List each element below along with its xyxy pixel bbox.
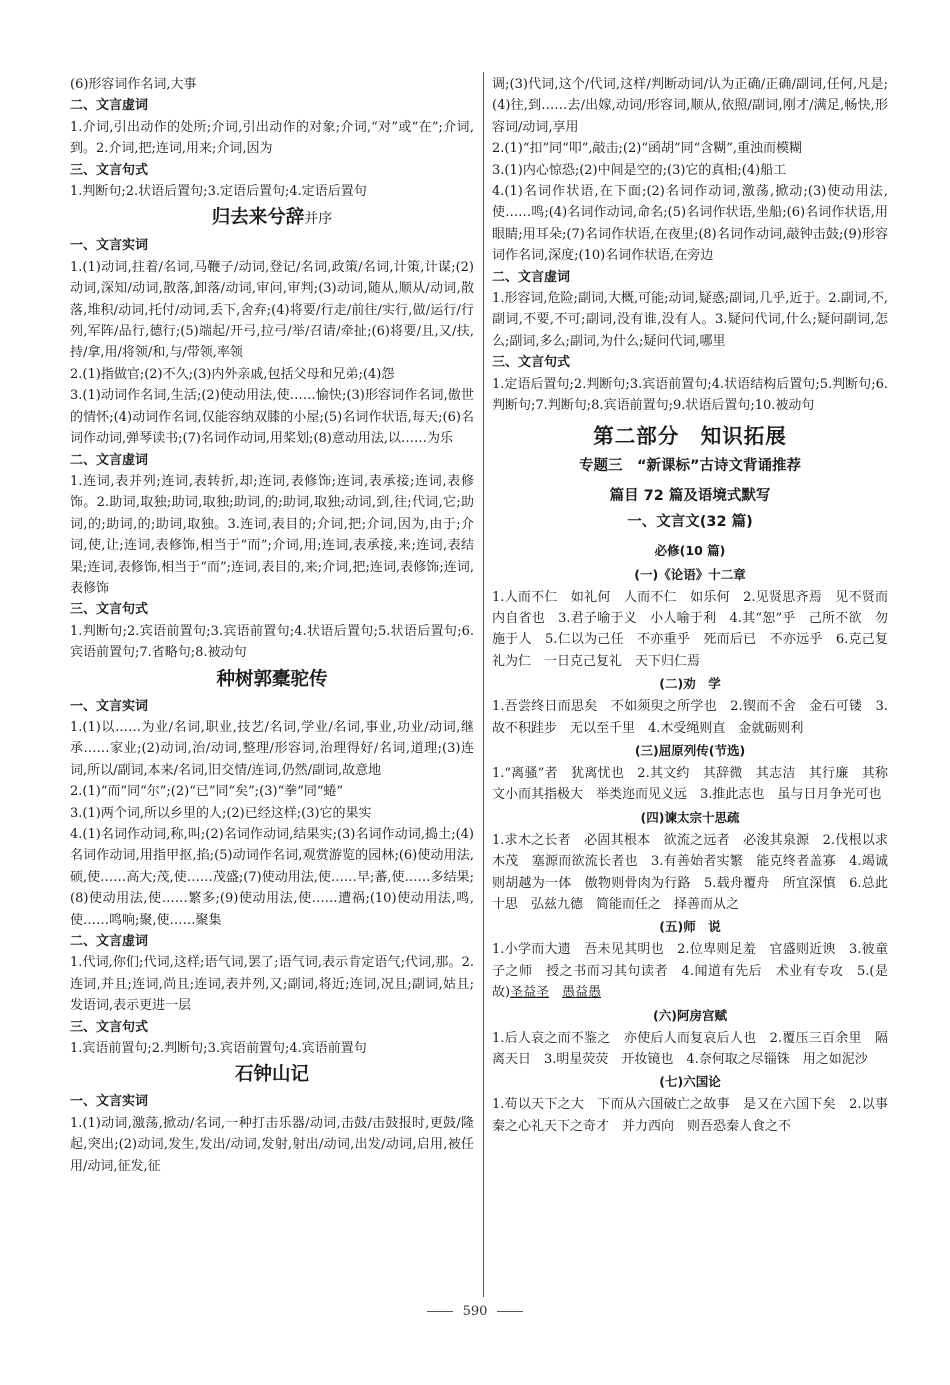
answer-paragraph: 2.(1)“扣”同“叩”,敲击;(2)“函胡”同“含糊”,重浊而模糊 [492,141,803,157]
right-column [492,74,888,1137]
column-divider [483,72,484,1297]
section-heading: 三、文言句式 [70,1019,149,1035]
underlined-phrase: 圣益圣 [510,985,550,1001]
footer-dash-right [497,1311,523,1312]
section-heading: 三、文言句式 [70,162,149,178]
lesson-heading: (六)阿房宫赋 [653,1007,727,1023]
recitation-answers: 1.“离骚”者 犹离忧也 2.其文约 其辞微 其志洁 其行廉 其称文小而其指极大 举类迩而见义远 3.推此志也 虽与日月争光可也 [492,765,888,803]
topic-title-continued: 篇目 72 篇及语境式默写 [609,487,771,504]
spacer-text [549,985,562,1000]
lesson-title-suffix: 并序 [304,211,333,228]
answer-paragraph: 调;(3)代词,这个/代词,这样/判断动词/认为正确/正确/副词,任何,凡是;(4)往,到……去/出嫁,动词/形容词,顺从,依照/副词,刚才/满足,畅快,形容词/动词,享用 [492,77,888,135]
section-heading: 二、文言虚词 [70,98,149,114]
section-heading: 一、文言实词 [70,698,149,714]
section-heading: 一、文言实词 [70,238,149,254]
lesson-title [70,202,474,235]
answer-paragraph: 1.判断句;2.状语后置句;3.定语后置句;4.定语后置句 [70,184,367,200]
subsection-title: 一、文言文(32 篇) [627,513,753,530]
part-title: 第二部分 知识拓展 [593,423,787,448]
answer-paragraph: 4.(1)名词作状语,在下面;(2)名词作动词,激荡,掀动;(3)使动用法,使……鸣;(4)名词作动词,命名;(5)名词作状语,坐船;(6)名词作状语,用眼睛;用耳朵;(7)名词作状语,在夜里;(8)名词作动词,敲钟击鼓;(9)形容词作名词,深度;(10)名词作状语,在旁边 [492,184,888,264]
lesson-heading: (四)谏太宗十思疏 [640,809,740,825]
page-number: 590 [462,1304,488,1319]
answer-paragraph: 4.(1)名词作动词,称,叫;(2)名词作动词,结果实;(3)名词作动词,捣土;(4)名词作动词,用指甲抠,掐;(5)动词作名词,观赏游览的园林;(6)使动用法,硕,使……高大;茂,使……茂盛;(7)使动用法,使……早;蕃,使……多结果;(8)使动用法,使……繁多;(9)使动用法,使……遭祸;(10)使动用法,鸣,使……鸣响;聚,使……聚集 [70,827,474,928]
lesson-title: 种树郭橐驼传 [216,668,328,690]
answer-paragraph: 1.宾语前置句;2.判断句;3.宾语前置句;4.宾语前置句 [70,1041,367,1057]
answer-paragraph: 1.代词,你们;代词,这样;语气词,罢了;语气词,表示肯定语气;代词,那。2.连词,并且;连词,尚且;连词,表并列,又;副词,将近;连词,况且;副词,姑且;发语词,表示更进一层 [70,955,474,1014]
answer-paragraph: 3.(1)两个词,所以乡里的人;(2)已经这样;(3)它的果实 [70,805,372,821]
answer-paragraph: 1.判断句;2.宾语前置句;3.宾语前置句;4.状语后置句;5.状语后置句;6.宾语前置句;7.省略句;8.被动句 [70,623,474,661]
left-column [70,74,474,1177]
page-footer [0,1304,950,1319]
answer-paragraph: 3.(1)动词作名词,生活;(2)使动用法,使……愉快;(3)形容词作名词,傲世的情怀;(4)动词作名词,仅能容纳双膝的小屋;(5)名词作状语,每天;(6)名词作动词,弹琴读书;(7)名词作动词,用桨划;(8)意动用法,以……为乐 [70,388,474,447]
recitation-answers: 1.人而不仁 如礼何 人而不仁 如乐何 2.见贤思齐焉 见不贤而内自省也 3.君子喻于义 小人喻于利 4.其“恕”乎 己所不欲 勿施于人 5.仁以为己任 不亦重乎 死而后已 不亦远乎 6.克己复礼为仁 一日克己复礼 天下归仁焉 [492,589,888,669]
recitation-answers: 1.吾尝终日而思矣 不如须臾之所学也 2.锲而不舍 金石可镂 3.故不积跬步 无以至千里 4.木受绳则直 金就砺则利 [492,699,888,736]
required-title: 必修(10 篇) [654,542,726,558]
footer-dash-left [427,1311,453,1312]
lesson-heading: (一)《论语》十二章 [634,566,746,582]
recitation-answers: 1.后人哀之而不鉴之 亦使后人而复哀后人也 2.覆压三百余里 隔离天日 3.明星荧荧 开妆镜也 4.奈何取之尽锱铢 用之如泥沙 [492,1030,888,1067]
answer-paragraph: 3.(1)内心惊恐;(2)中间是空的;(3)它的真相;(4)船工 [492,162,787,178]
answer-paragraph: 1.(1)以……为业/名词,职业,技艺/名词,学业/名词,事业,功业/动词,继承……家业;(2)动词,治/动词,整理/形容词,治理得好/名词,道理;(3)连词,所以/副词,本来/名词,旧交情/连词,仍然/副词,故意地 [70,719,474,778]
section-heading: 一、文言实词 [70,1094,149,1110]
lesson-heading: (三)屈原列传(节选) [634,742,746,758]
recitation-answers: 1.求木之长者 必固其根本 欲流之远者 必浚其泉源 2.伐根以求木茂 塞源而欲流长者也 3.有善始者实繁 能克终者盖寡 4.竭诚则胡越为一体 傲物则骨肉为行路 5.载舟覆舟 所宜深慎 6.总此十思 弘兹九德 简能而任之 择善而从之 [492,832,888,912]
topic-title: 专题三 “新课标”古诗文背诵推荐 [578,457,802,474]
lesson-heading: (二)劝 学 [659,676,721,692]
underlined-phrase: 愚益愚 [562,985,602,1001]
lesson-heading: (五)师 说 [659,919,721,935]
answer-paragraph: 1.定语后置句;2.判断句;3.宾语前置句;4.状语结构后置句;5.判断句;6.判断句;7.判断句;8.宾语前置句;9.状语后置句;10.被动句 [492,376,888,414]
answer-line: (6)形容词作名词,大事 [70,77,197,92]
answer-text: 1.小学而大遗 吾未见其明也 2.位卑则足羞 官盛则近谀 3.彼童子之师 授之书而习其句读者 4.闻道有先后 术业有专攻 5.(是故) [492,942,888,1001]
section-heading: 三、文言句式 [70,602,149,618]
section-heading: 二、文言虚词 [70,934,149,950]
recitation-answers: 1.苟以天下之大 下而从六国破亡之故事 是又在六国下矣 2.以事秦之心礼天下之奇才 并力西向 则吾恐秦人食之不 [492,1097,888,1134]
lesson-title-main: 归去来兮辞 [211,207,305,229]
answer-paragraph: 1.连词,表并列;连词,表转折,却;连词,表修饰;连词,表承接;连词,表修饰。2.助词,取独;助词,取独;助词,的;助词,取独;动词,到,往;代词,它;助词,的;助词,的;助词,取独。3.连词,表目的;介词,把;介词,因为,由于;介词,使,让;连词,表修饰,相当于“而”;介词,用;连词,表承接,来;连词,表结果;连词,表修饰,相当于“而”;连词,表目的,来;介词,把;连词,表修饰;连词,表修饰 [70,473,474,596]
answer-paragraph: 2.(1)“而”同“尔”;(2)“已”同“矣”;(3)“拳”同“蜷” [70,784,344,800]
recitation-answers [492,939,888,1003]
lesson-heading: (七)六国论 [659,1074,721,1090]
answer-paragraph: 1.(1)动词,拄着/名词,马鞭子/动词,登记/名词,政策/名词,计策,计谋;(2)动词,深知/动词,散落,卸落/动词,审问,审判;(3)动词,随从,顺从/动词,散落,堆积/动词,托付/动词,丢下,舍弃;(4)将要/行走/前往/实行,做/运行/行列,军阵/品行,德行;(5)端起/开弓,拉弓/举/召请/牵扯;(6)将要/且,又/扶,持/拿,用/将领/和,与/带领,率领 [70,259,474,361]
answer-paragraph: 1.形容词,危险;副词,大概,可能;动词,疑惑;副词,几乎,近于。2.副词,不,副词,不要,不可;副词,没有谁,没有人。3.疑问代词,什么;疑问副词,怎么;副词,多么;副词,为什么;疑问代词,哪里 [492,291,889,349]
section-heading: 二、文言虚词 [70,452,149,468]
answer-paragraph: 1.介词,引出动作的处所;介词,引出动作的对象;介词,“对”或“在”;介词,到。2.介词,把;连词,用来;介词,因为 [70,119,474,157]
section-heading: 三、文言句式 [492,355,571,371]
lesson-title: 石钟山记 [234,1064,309,1086]
section-heading: 二、文言虚词 [492,269,571,285]
answer-paragraph: 2.(1)指做官;(2)不久;(3)内外亲戚,包括父母和兄弟;(4)怨 [70,366,395,382]
answer-paragraph: 1.(1)动词,激荡,掀动/名词,一种打击乐器/动词,击鼓/击鼓报时,更鼓/隆起,突出;(2)动词,发生,发出/动词,发射,射出/动词,出发/动词,启用,被任用/动词,征发,征 [70,1115,474,1174]
